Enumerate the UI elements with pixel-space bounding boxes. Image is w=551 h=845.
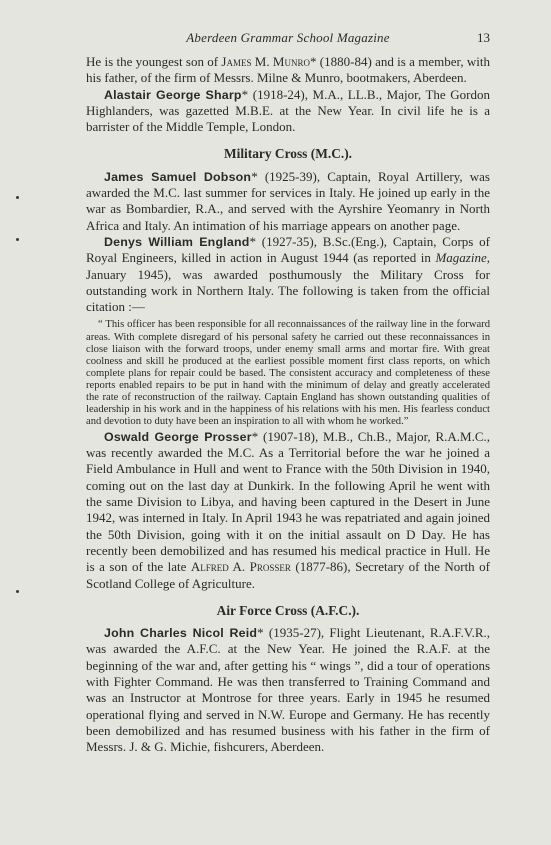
paragraph-dobson [86, 169, 490, 234]
page-number: 13 [477, 30, 490, 45]
paragraph-munro [86, 54, 490, 87]
margin-mark [16, 196, 19, 199]
paragraph-text: * (1925-39), Captain, Royal Artillery, was awarded the M.C. last summer for services in Italy. He joined up early in the war as Bombardier, R.A., and served with the Ayrshire Yeomanry in North Africa and Italy. An intimation of his marriage appears on another page. [86, 168, 490, 233]
person-name: James M. Munro [221, 54, 310, 69]
paragraph-sharp [86, 87, 490, 136]
section-heading-air-force-cross: Air Force Cross (A.F.C.). [216, 602, 360, 618]
paragraph-text: * (1907-18), M.B., Ch.B., Major, R.A.M.C., was recently awarded the M.C. As a Territorial before the war he joined a Field Ambulance in Hull and went to France with the 50th Division in 1940, coming out on the last day at Dunkirk. In the following April he went with the same Division to Libya, and having been captured in the Desert in June 1942, was interned in Italy. In April 1943 he was repatriated and again joined the 50th Division, going with it on the initial assault on D Day. He has recently been demobilized and has resumed his medical practice in Hull. He is a son of the late [86, 428, 490, 575]
paragraph-england [86, 234, 490, 315]
person-name: John Charles Nicol Reid [104, 626, 258, 641]
paragraph-reid [86, 625, 490, 755]
running-head [86, 30, 490, 50]
magazine-title: Magazine [435, 250, 487, 266]
person-name: Alastair George Sharp [104, 87, 242, 102]
paragraph-text: * (1935-27), Flight Lieutenant, R.A.F.V.R., was awarded the A.F.C. at the New Year. He joined the R.A.F. at the beginning of the war and, after getting his “ wings ”, did a tour of operations with Fighter Command. He was then transferred to Training Command and was an Instructor at Montrose for three years. Early in 1945 he resumed operational flying and served in N.W. Europe and Germany. He has recently been demobilized and has resumed business with his father in the firm of Messrs. J. & G. Michie, fishcurers, Aberdeen. [86, 625, 490, 755]
person-name: Alfred A. Prosser [190, 559, 291, 575]
paragraph-text: (1877-86), Secretary of the North of Scotland College of Agriculture. [86, 559, 490, 591]
person-name: James Samuel Dobson [104, 169, 252, 184]
article-body [86, 54, 490, 756]
paragraph-text: * (1927-35), B.Sc.(Eng.), Captain, Corps of Royal Engineers, killed in action in August 1944 (as reported in [86, 233, 490, 266]
margin-mark [16, 590, 19, 593]
paragraph-text: * (1880-84) and is a member, with his father, of the firm of Messrs. Milne & Munro, bootmakers, Aberdeen. [86, 54, 490, 86]
person-name: Oswald George Prosser [104, 429, 252, 444]
paragraph-prosser [86, 429, 490, 592]
person-name: Denys William England [104, 234, 250, 249]
paragraph-text: He is the youngest son of [86, 54, 222, 69]
section-heading-military-cross: Military Cross (M.C.). [223, 146, 353, 162]
citation-text: “ This officer has been responsible for all reconnaissances of the railway line in the forward areas. With complete disregard of his personal safety he carried out these reconnaissances in close liaison with the forward troops, under enemy small arms and mortar fire. With great coolness and skill he produced at the earliest possible moment first class reports, on which complete plans for repair could be based. The consistent accuracy and completeness of these reports enabled repairs to be put in hand with the minimum of delay and greatly accelerated the rate of reconstruction of the railway. Captain England has shown outstanding qualities of leadership in his work and in the happiness of his relations with his men. His fearless conduct and devotion to duty have been an inspiration to all with whom he worked.” [86, 319, 490, 427]
running-title: Aberdeen Grammar School Magazine [186, 30, 390, 45]
margin-mark [16, 238, 19, 241]
paragraph-text: * (1918-24), M.A., LL.B., Major, The Gordon Highlanders, was gazetted M.B.E. at the New Year. In civil life he is a barrister of the Middle Temple, London. [86, 86, 490, 135]
paragraph-text: , January 1945), was awarded posthumously the Military Cross for outstanding work in Northern Italy. The following is taken from the official citation :— [86, 250, 490, 315]
official-citation [86, 319, 490, 427]
